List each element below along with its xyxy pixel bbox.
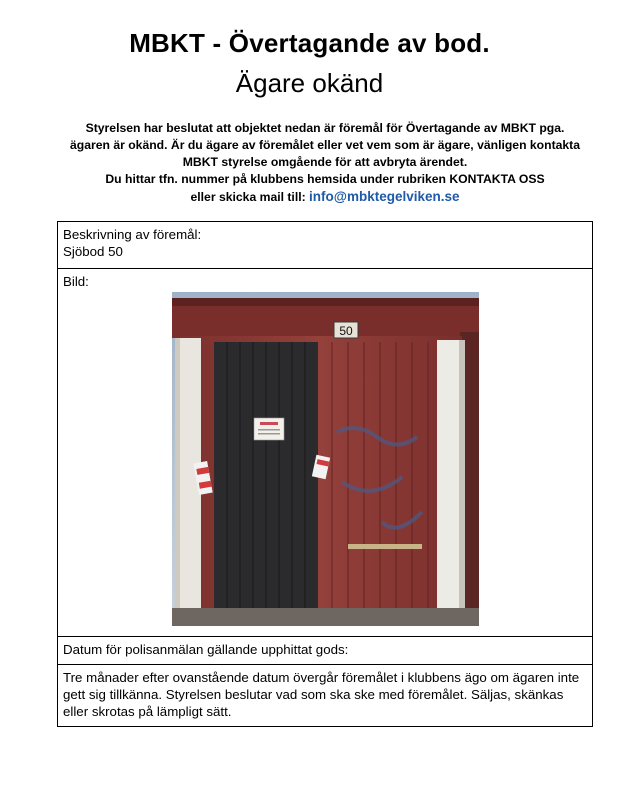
- notice-line: Styrelsen har beslutat att objektet nedan är föremål för Övertagande av MBKT pga.: [85, 121, 565, 135]
- notice-line: Du hittar tfn. nummer på klubbens hemsida under rubriken KONTAKTA OSS: [105, 172, 545, 186]
- image-row: [58, 269, 593, 637]
- page-subtitle: Ägare okänd: [235, 68, 384, 98]
- notice-mail-prefix: eller skicka mail till:: [190, 190, 306, 204]
- info-form: [57, 221, 593, 727]
- date-cell: Datum för polisanmälan gällande upphittat gods:: [58, 637, 593, 665]
- description-row: [58, 222, 593, 269]
- notice-line: ägaren är okänd. Är du ägare av föremålet eller vet vem som är ägare, vänligen kontakta: [69, 138, 581, 152]
- description-value: Sjöbod 50: [63, 244, 123, 259]
- page-title: MBKT - Övertagande av bod.: [129, 28, 490, 58]
- info-row: [58, 665, 593, 727]
- image-label: Bild:: [63, 274, 89, 289]
- description-cell: [58, 222, 593, 269]
- notice-line: [40, 188, 610, 206]
- image-cell: [58, 269, 593, 637]
- description-label: Beskrivning av föremål:: [63, 227, 202, 242]
- date-row: [58, 637, 593, 665]
- notice-line: MBKT styrelse omgående för att avbryta ärendet.: [182, 155, 468, 169]
- shed-photo: [172, 292, 479, 626]
- info-cell: Tre månader efter ovanstående datum övergår föremålet i klubbens ägo om ägaren inte gett sig tillkänna. Styrelsen beslutar vad som ska ske med föremålet. Säljas, skänkas eller skrotas på lämpligt sätt.: [58, 665, 593, 727]
- notice-text: [40, 120, 610, 206]
- shed-number: 50: [338, 324, 353, 338]
- email-link[interactable]: info@mbktegelviken.se: [309, 189, 460, 204]
